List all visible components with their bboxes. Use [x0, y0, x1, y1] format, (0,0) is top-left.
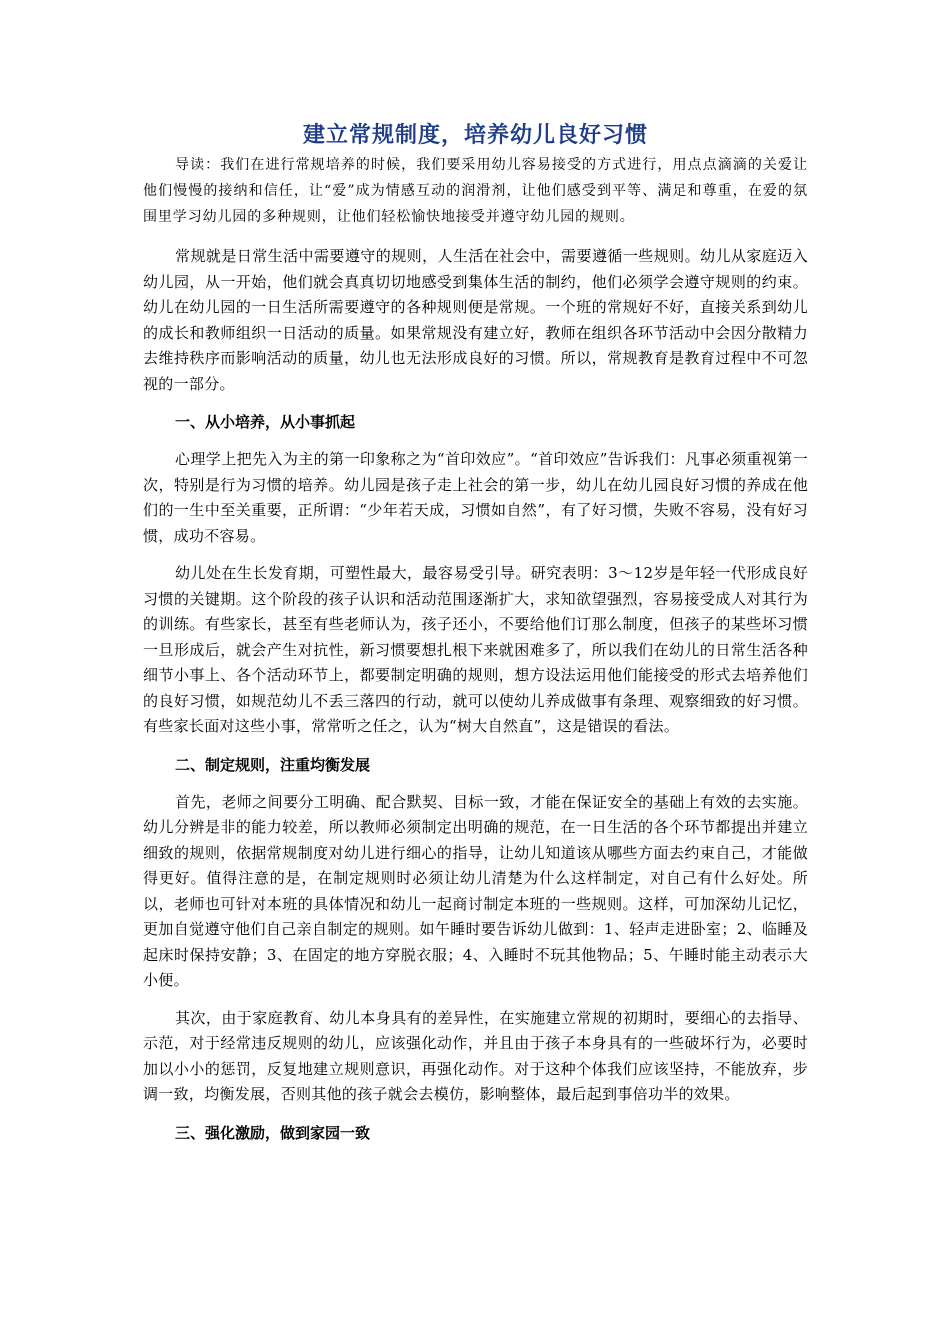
paragraph-4: 首先，老师之间要分工明确、配合默契、目标一致，才能在保证安全的基础上有效的去实施。幼儿分辨是非的能力较差，所以教师必须制定出明确的规范，在一日生活的各个环节都提出并建立细致的规则，依据常规制度对幼儿进行细心的指导，让幼儿知道该从哪些方面去约束自己，才能做得更好。值得注意的是，在制定规则时必须让幼儿清楚为什么这样制定，对自己有什么好处。所以，老师也可针对本班的具体情况和幼儿一起商讨制定本班的一些规则。这样，可加深幼儿记忆，更加自觉遵守他们自己亲自制定的规则。如午睡时要告诉幼儿做到：1、轻声走进卧室；2、临睡及起床时保持安静；3、在固定的地方穿脱衣服；4、入睡时不玩其他物品；5、午睡时能主动表示大小便。 [143, 792, 808, 989]
paragraph-2: 心理学上把先入为主的第一印象称之为“首印效应”。“首印效应”告诉我们：凡事必须重视第一次，特别是行为习惯的培养。幼儿园是孩子走上社会的第一步，幼儿在幼儿园良好习惯的养成在他们的一生中至关重要，正所谓：“少年若天成，习惯如自然”，有了好习惯，失败不容易，没有好习惯，成功不容易。 [143, 450, 808, 545]
section-heading-3: 三、强化激励，做到家园一致 [175, 1123, 371, 1142]
paragraph-3: 幼儿处在生长发育期，可塑性最大，最容易受引导。研究表明：3～12岁是年轻一代形成良好习惯的关键期。这个阶段的孩子认识和活动范围逐渐扩大，求知欲望强烈，容易接受成人对其行为的训练。有些家长，甚至有些老师认为，孩子还小，不要给他们订那么制度，但孩子的某些坏习惯一旦形成后，就会产生对抗性，新习惯要想扎根下来就困难多了，所以我们在幼儿的日常生活各种细节小事上、各个活动环节上，都要制定明确的规则，想方设法运用他们能接受的形式去培养他们的良好习惯，如规范幼儿不丢三落四的行动，就可以使幼儿养成做事有条理、观察细致的好习惯。有些家长面对这些小事，常常听之任之，认为“树大自然直”，这是错误的看法。 [143, 564, 808, 735]
section-heading-2: 二、制定规则，注重均衡发展 [175, 755, 371, 774]
intro-paragraph: 导读：我们在进行常规培养的时候，我们要采用幼儿容易接受的方式进行，用点点滴滴的关爱让他们慢慢的接纳和信任，让“爱”成为情感互动的润滑剂，让他们感受到平等、满足和尊重，在爱的氛围里学习幼儿园的多种规则，让他们轻松愉快地接受并遵守幼儿园的规则。 [143, 157, 808, 225]
paragraph-1: 常规就是日常生活中需要遵守的规则，人生活在社会中，需要遵循一些规则。幼儿从家庭迈入幼儿园，从一开始，他们就会真真切切地感受到集体生活的制约，他们必须学会遵守规则的约束。幼儿在幼儿园的一日生活所需要遵守的各种规则便是常规。一个班的常规好不好，直接关系到幼儿的成长和教师组织一日活动的质量。如果常规没有建立好，教师在组织各环节活动中会因分散精力去维持秩序而影响活动的质量，幼儿也无法形成良好的习惯。所以，常规教育是教育过程中不可忽视的一部分。 [143, 247, 808, 393]
document-body [143, 118, 808, 1158]
section-heading-1: 一、从小培养，从小事抓起 [175, 413, 356, 431]
paragraph-5: 其次，由于家庭教育、幼儿本身具有的差异性，在实施建立常规的初期时，要细心的去指导、示范，对于经常违反规则的幼儿，应该强化动作，并且由于孩子本身具有的一些破坏行为，必要时加以小小的惩罚，反复地建立规则意识，再强化动作。对于这种个体我们应该坚持，不能放弃，步调一致，均衡发展，否则其他的孩子就会去模仿，影响整体，最后起到事倍功半的效果。 [143, 1008, 808, 1103]
document-title: 建立常规制度，培养幼儿良好习惯 [302, 122, 648, 148]
